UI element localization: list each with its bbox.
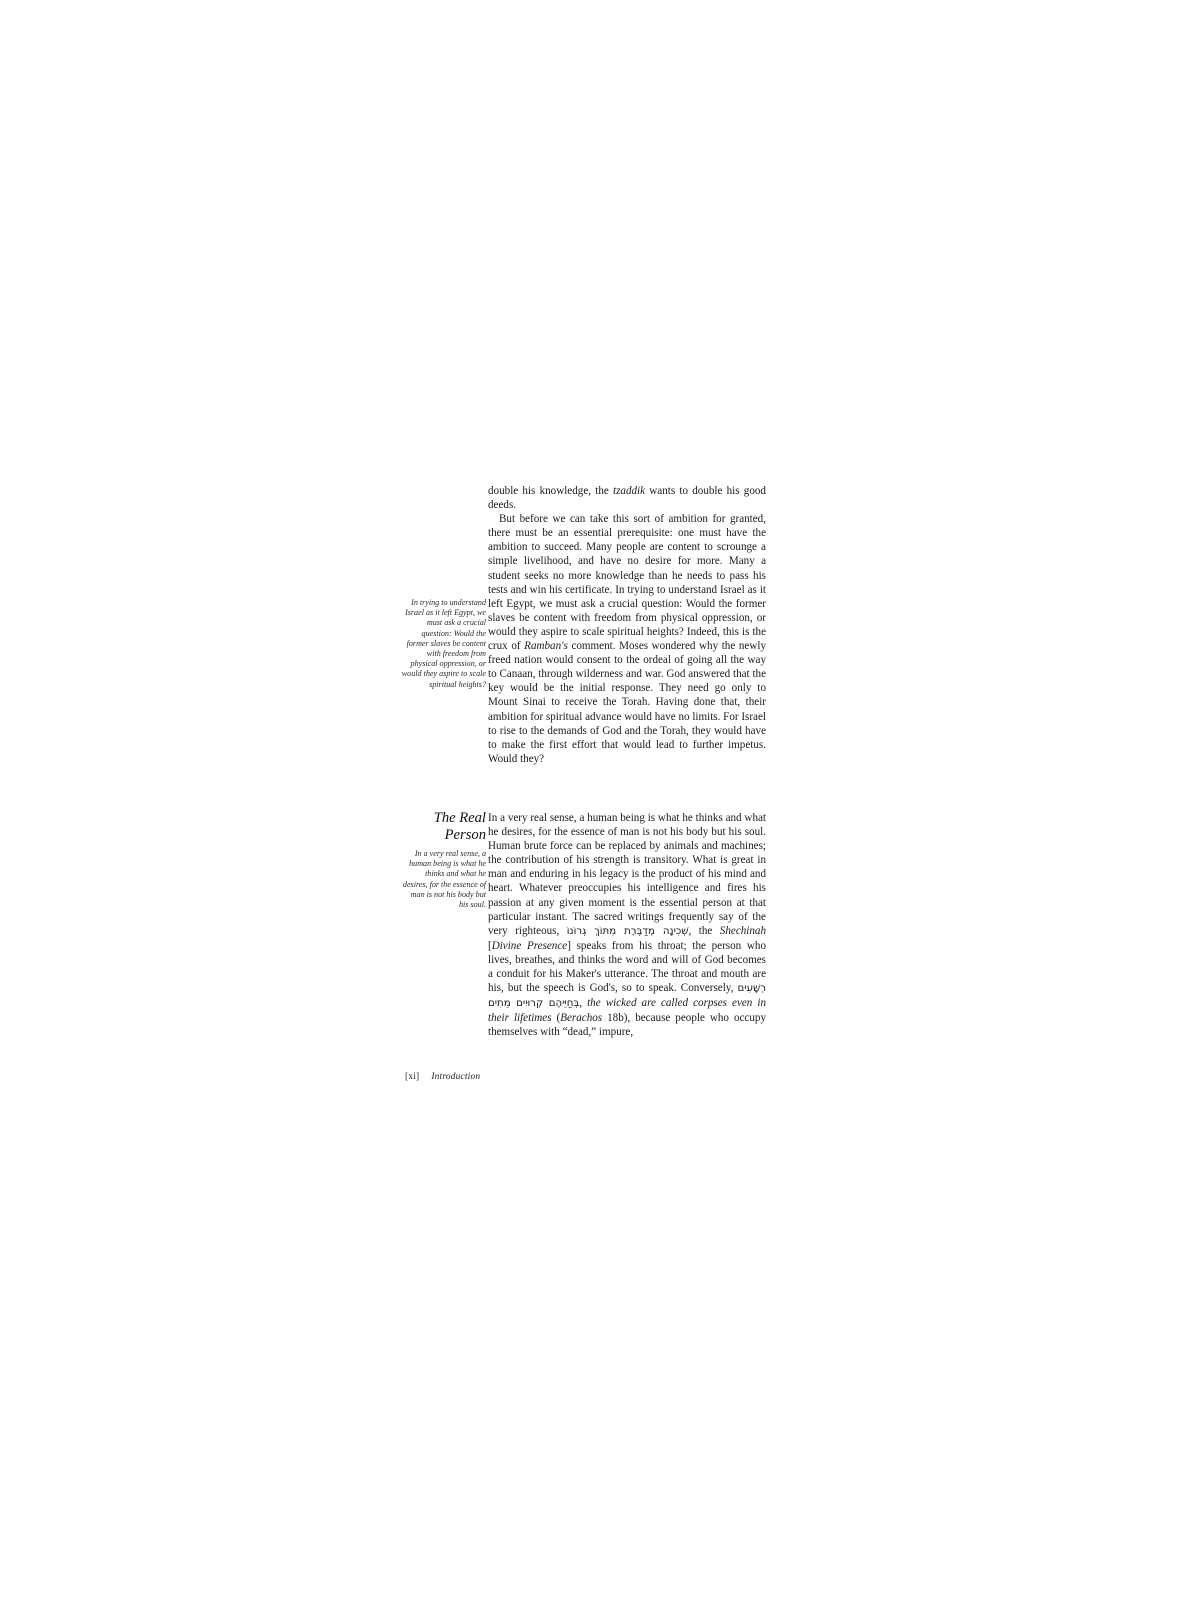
sec-seg-7: 18b), because people who occupy themselves with “dead,” impure, (488, 1012, 766, 1039)
body-text-block-one (488, 484, 766, 766)
marginal-note-block (400, 598, 486, 690)
paragraph-real-person (488, 811, 766, 1040)
section-heading-block (400, 810, 486, 850)
sec-seg-6: ( (551, 1012, 561, 1025)
para2-seg-2: comment. Moses wondered why the newly freed nation would consent to the ordeal of going all the way to Canaan, through wilderness and war. God answered that the key would be the initial response. They need go only to Mount Sinai to receive the Torah. Having done that, their ambition for spiritual advance would have no limits. For Israel to rise to the demands of God and the Torah, they would have to make the first effort that would lead to further impetus. Would they? (488, 640, 766, 765)
sec-seg-3: [ (488, 939, 492, 952)
hebrew-phrase-reshaim: רְשָׁעִים בְּחַיֵּיהֶם קְרוּיִים מֵתִים (488, 983, 766, 1010)
marginal-note-text: In trying to understand Israel as it left Egypt, we must ask a crucial question: Would the former slaves be content with freedom from physical oppression, or would they aspire to scale spiritual heights? (401, 598, 486, 689)
para2-italic-ramban: Ramban's (524, 640, 568, 653)
paragraph-ambition (488, 512, 766, 766)
marginal-note-block-two (400, 849, 486, 910)
running-head-label: Introduction (431, 1072, 481, 1082)
para2-seg-1: But before we can take this sort of ambition for granted, there must be an essential prerequisite: one must have the ambition to succeed. Many people are content to scrounge a simple livelihood, and have no desire for more. Many a student seeks no more knowledge than he needs to pass his tests and win his certificate. In trying to understand Israel as it left Egypt, we must ask a crucial question: Would the former slaves be content with freedom from physical oppression, or would they aspire to scale spiritual heights? Indeed, this is the crux of (488, 513, 766, 653)
folio (405, 1072, 480, 1082)
page-number: [xi] (405, 1072, 420, 1082)
body-text-block-two (488, 811, 766, 1040)
italic-berachos: Berachos (560, 1012, 603, 1025)
marginal-note-text-two: In a very real sense, a human being is what he thinks and what he desires, for the essence of man is not his body but his soul. (402, 849, 486, 910)
italic-shechinah: Shechinah (719, 924, 767, 937)
para1-italic-term: tzaddik (613, 485, 646, 497)
sec-seg-5: , (579, 997, 588, 1010)
para1-seg-2: wants to double his good deeds. (488, 485, 766, 512)
sec-seg-4: ] speaks from his throat; the person who lives, breathes, and thinks the word and will of God becomes a conduit for his Maker's utterance. The throat and mouth are his, but the speech is God's, so to speak. Conversely, (488, 939, 766, 995)
hebrew-phrase-shechinah: שְׁכִינָה מְדַבֶּרֶת מִתּוֹךְ גְרוֹנוֹ (566, 925, 689, 937)
paragraph-continuation (488, 484, 766, 512)
italic-wicked-corpses: the wicked are called corpses even in their lifetimes (488, 997, 767, 1025)
section-heading: The Real Person (433, 810, 486, 843)
sec-seg-2: , the (688, 924, 720, 937)
italic-divine-presence: Divine Presence (491, 939, 568, 952)
sec-seg-1: In a very real sense, a human being is what he thinks and what he desires, for the essence of man is not his body but his soul. Human brute force can be replaced by animals and machines; the contribution of his strength is transitory. What is great in man and enduring in his legacy is the product of his mind and heart. Whatever preoccupies his intelligence and fires his passion at any given moment is the essential person at that particular instant. The sacred writings frequently say of the very righteous, (488, 812, 766, 937)
para1-seg: double his knowledge, the (488, 485, 614, 497)
